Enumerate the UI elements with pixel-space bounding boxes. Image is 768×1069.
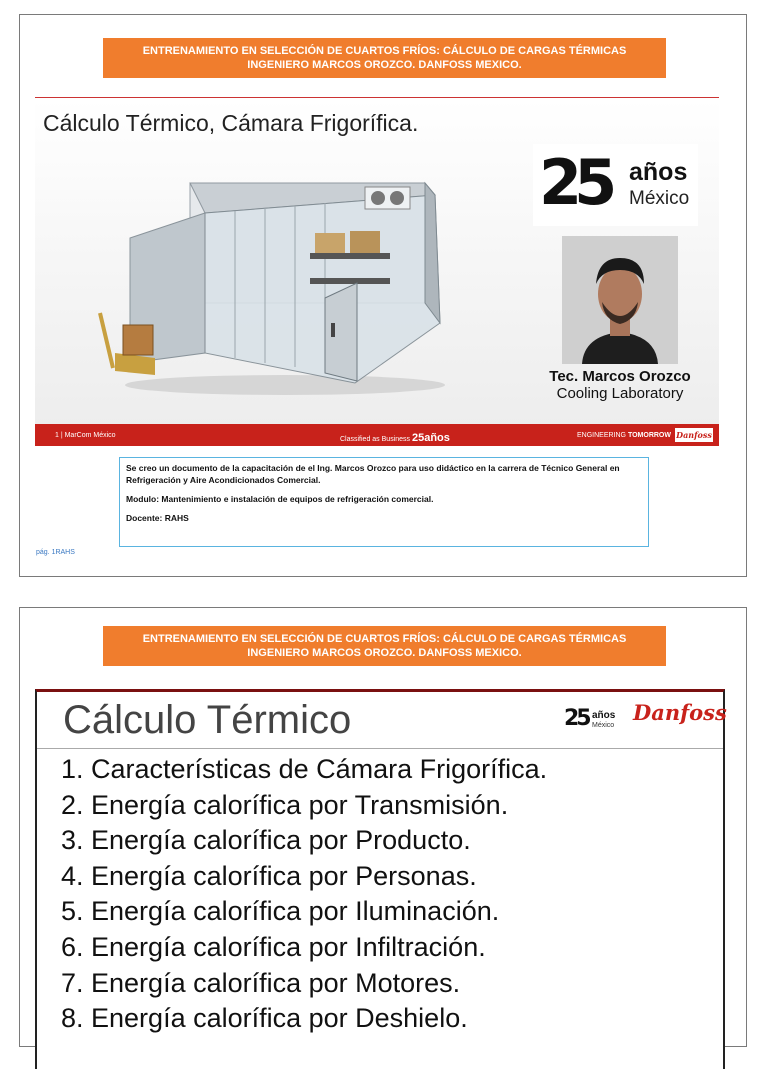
footer-classification xyxy=(340,432,450,444)
footer-tagline xyxy=(577,432,671,439)
slide-footer xyxy=(35,424,719,446)
logo-anos: años xyxy=(629,158,688,186)
note-paragraph-2: Modulo: Mantenimiento e instalación de equipos de refrigeración comercial. xyxy=(126,494,434,504)
danfoss-logo: Danfoss xyxy=(633,700,727,725)
footer-logo: 25años xyxy=(411,432,450,444)
agenda-list xyxy=(61,752,547,1037)
document-note-box xyxy=(119,457,649,547)
presenter-photo xyxy=(562,236,678,364)
footer-classification-text: Classified as Business xyxy=(340,436,411,443)
footer-page: 1 | MarCom México xyxy=(55,432,116,439)
anniversary-logo-small xyxy=(564,706,624,736)
logo-country: México xyxy=(629,188,690,209)
slide-title: Cálculo Térmico, Cámara Frigorífica. xyxy=(43,110,419,136)
presenter-info xyxy=(525,368,715,402)
slide-agenda xyxy=(35,689,725,1069)
cold-room-illustration xyxy=(95,153,455,403)
footer-tagline-bold: TOMORROW xyxy=(627,432,671,439)
title-divider xyxy=(37,748,723,749)
list-item: 3. Energía calorífica por Producto. xyxy=(61,825,471,856)
presenter-name: Tec. Marcos Orozco xyxy=(549,368,691,385)
presenter-org: Cooling Laboratory xyxy=(556,385,684,402)
logo-anos: años xyxy=(592,710,616,721)
danfoss-logo: Danfoss xyxy=(676,430,712,440)
logo-number: 25 xyxy=(539,146,610,219)
logo-number: 25 xyxy=(564,706,589,731)
logo-country: México xyxy=(592,722,615,729)
footer-tagline-prefix: ENGINEERING xyxy=(577,432,628,439)
list-item: 6. Energía calorífica por Infiltración. xyxy=(61,931,486,962)
list-item: 7. Energía calorífica por Motores. xyxy=(61,967,461,998)
course-banner xyxy=(103,626,666,666)
slide-title: Cálculo Térmico xyxy=(63,698,352,742)
banner-line-1: ENTRENAMIENTO EN SELECCIÓN DE CUARTOS FRÍOS: CÁLCULO DE CARGAS TÉRMICAS xyxy=(142,45,627,57)
slide-cover xyxy=(35,97,719,446)
banner-line-2: INGENIERO MARCOS OROZCO. DANFOSS MEXICO. xyxy=(247,647,522,659)
banner-line-2: INGENIERO MARCOS OROZCO. DANFOSS MEXICO. xyxy=(247,59,522,71)
note-paragraph-1: Se creo un documento de la capacitación de el Ing. Marcos Orozco para uso didáctico en la carrera de Técnico General en Refrigeración y Aire Acondicionados Comercial. xyxy=(126,463,620,485)
note-paragraph-3: Docente: RAHS xyxy=(126,513,189,523)
course-banner xyxy=(103,38,666,78)
list-item: 4. Energía calorífica por Personas. xyxy=(61,860,477,891)
anniversary-logo xyxy=(533,144,698,226)
document-page-1 xyxy=(19,14,747,577)
list-item: 5. Energía calorífica por Iluminación. xyxy=(61,896,500,927)
banner-line-1: ENTRENAMIENTO EN SELECCIÓN DE CUARTOS FRÍOS: CÁLCULO DE CARGAS TÉRMICAS xyxy=(142,633,627,645)
document-page-2 xyxy=(19,607,747,1047)
page-label: pág. 1RAHS xyxy=(36,549,75,556)
list-item: 2. Energía calorífica por Transmisión. xyxy=(61,789,509,820)
list-item: 8. Energía calorífica por Deshielo. xyxy=(61,1003,468,1034)
list-item: 1. Características de Cámara Frigorífica. xyxy=(61,754,548,784)
